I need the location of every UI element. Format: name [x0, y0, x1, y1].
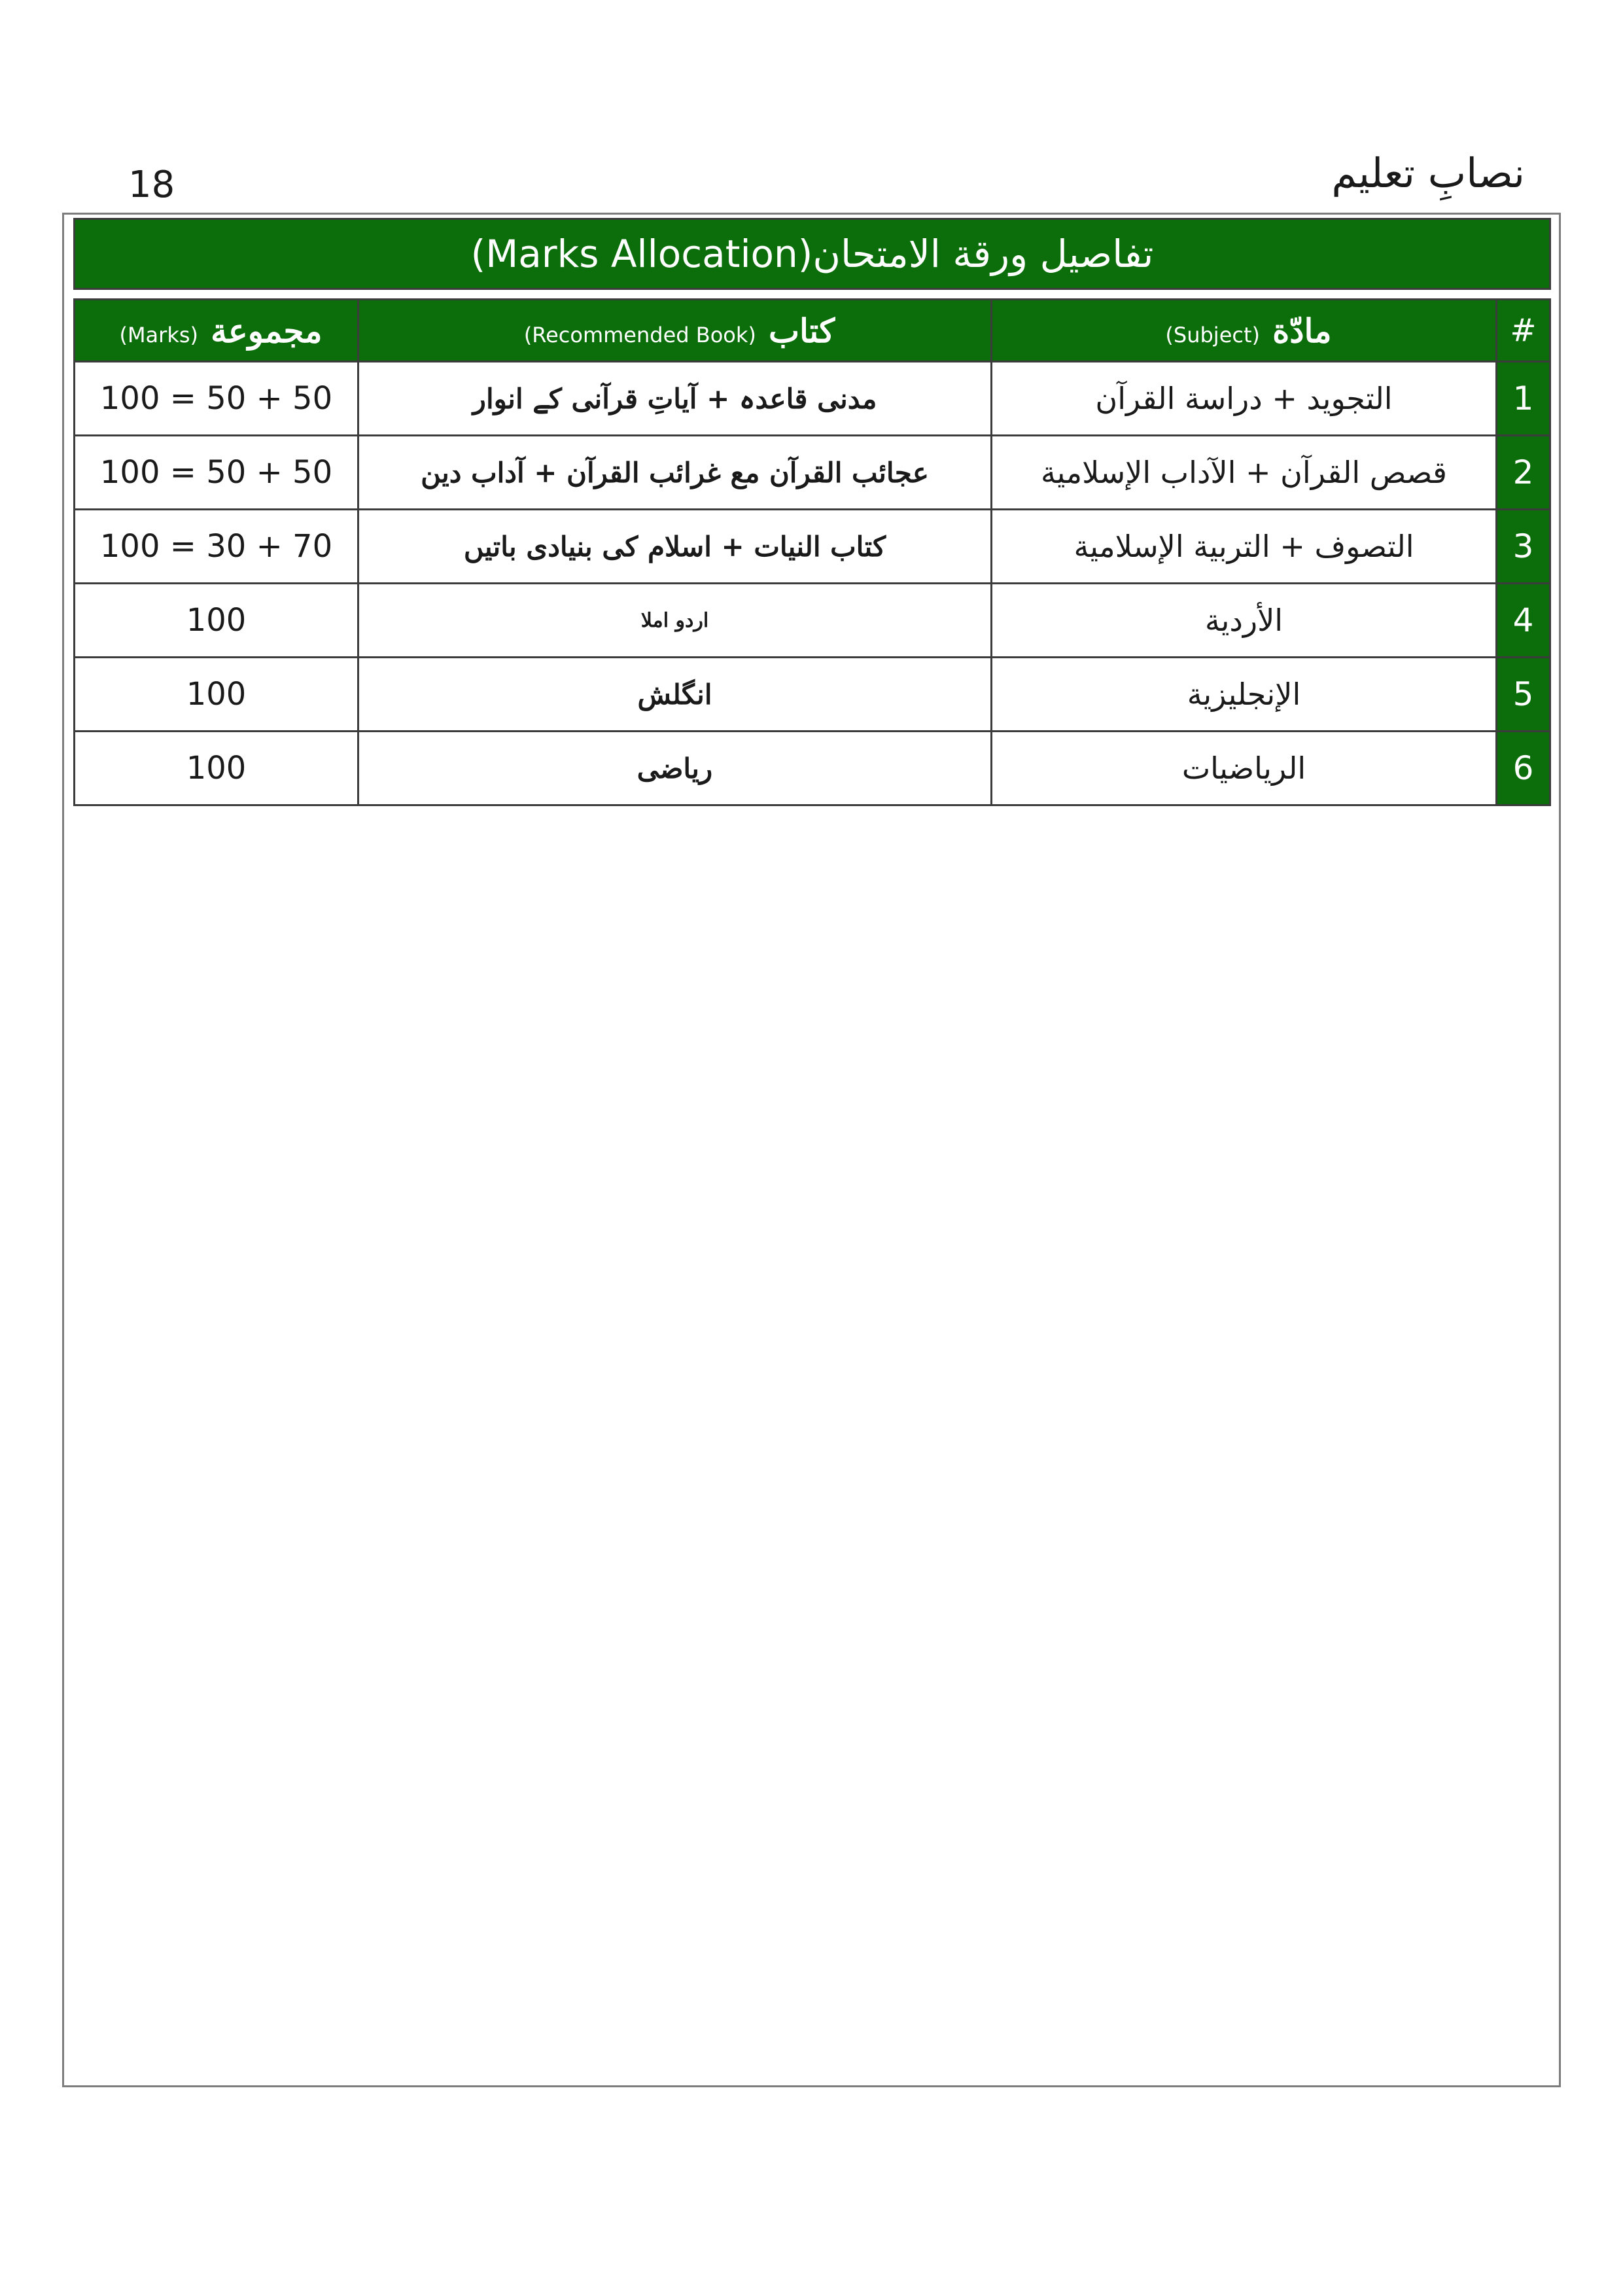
book-header-english: (Recommended Book) [523, 322, 756, 347]
subject-header-english: (Subject) [1165, 322, 1260, 347]
column-header-number: # [1497, 300, 1550, 362]
marks-cell: 100 [75, 584, 358, 658]
column-header-marks [75, 300, 358, 362]
running-title: نصابِ تعلیم [1331, 149, 1525, 197]
marks-cell: 100 [75, 732, 358, 805]
row-number: 1 [1497, 362, 1550, 436]
book-cell: انگلش [358, 658, 992, 732]
table-header-row [75, 300, 1550, 362]
subject-cell: التصوف + التربیة الإسلامیة [992, 510, 1497, 584]
subject-cell: الإنجلیزیة [992, 658, 1497, 732]
table-row [75, 510, 1550, 584]
row-number: 5 [1497, 658, 1550, 732]
row-number: 3 [1497, 510, 1550, 584]
subject-cell: الریاضیات [992, 732, 1497, 805]
subject-cell: قصص القرآن + الآداب الإسلامیة [992, 436, 1497, 510]
book-cell: ریاضی [358, 732, 992, 805]
subject-cell: الأردیة [992, 584, 1497, 658]
section-title: تفاصیل ورقة الامتحان(Marks Allocation) [470, 232, 1154, 276]
book-header-urdu: کتاب [768, 311, 835, 350]
column-header-subject [992, 300, 1497, 362]
row-number: 4 [1497, 584, 1550, 658]
subject-header-arabic: مادّة [1272, 311, 1332, 350]
marks-cell: 100 [75, 658, 358, 732]
marks-cell: 100 = 50 + 50 [75, 436, 358, 510]
page-number: 18 [128, 164, 175, 206]
book-cell: عجائب القرآن مع غرائب القرآن + آداب دین [358, 436, 992, 510]
table-row [75, 658, 1550, 732]
book-cell: کتاب النیات + اسلام کی بنیادی باتیں [358, 510, 992, 584]
table-row [75, 732, 1550, 805]
table-row [75, 362, 1550, 436]
marks-cell: 100 = 50 + 50 [75, 362, 358, 436]
marks-cell: 100 = 30 + 70 [75, 510, 358, 584]
table-row [75, 436, 1550, 510]
column-header-book [358, 300, 992, 362]
book-cell: اردو املا [358, 584, 992, 658]
subject-cell: التجوید + دراسة القرآن [992, 362, 1497, 436]
marks-allocation-table [73, 298, 1551, 806]
book-cell: مدنی قاعدہ + آیاتِ قرآنی کے انوار [358, 362, 992, 436]
section-banner [73, 218, 1551, 290]
marks-header-english: (Marks) [119, 322, 198, 347]
marks-header-arabic: مجموعة [211, 311, 323, 350]
content-frame [62, 213, 1561, 2087]
table-row [75, 584, 1550, 658]
row-number: 2 [1497, 436, 1550, 510]
row-number: 6 [1497, 732, 1550, 805]
